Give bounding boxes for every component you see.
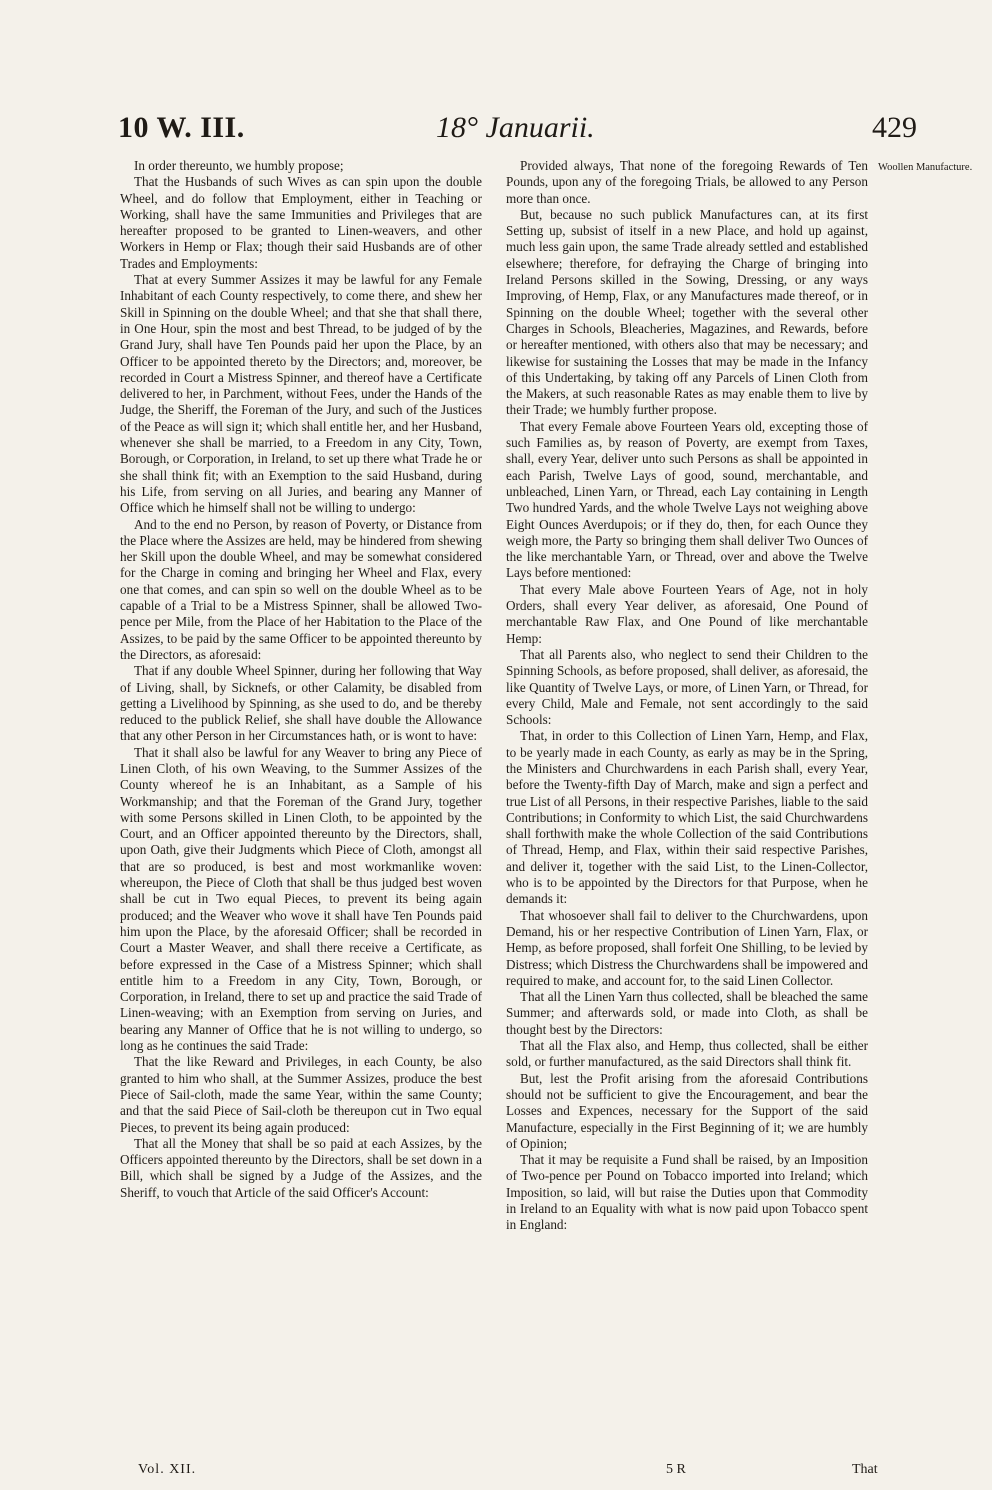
paragraph: That the Husbands of such Wives as can spin upon the double Wheel, and do follow that Employment, either in Teaching or Working, shall have the same Immunities and Privileges that are hereafter proposed to be granted to Linen-weavers, and other Workers in Hemp or Flax; though their said Husbands are of other Trades and Employments: [120, 174, 482, 271]
catchword: That [852, 1462, 878, 1477]
paragraph: But, because no such publick Manufactures can, at its first Setting up, subsist of itself in a new Place, and hold up against, much less gain upon, the same Trade already settled and established elsewhere; therefore, for defraying the Charge of bringing into Ireland Persons skilled in the Sowing, Dressing, or any ways Improving, of Hemp, Flax, or any Manufactures made thereof, or in Spinning on the double Wheel; together with the several other Charges in Schools, Bleacheries, Magazines, and Rewards, before or hereafter mentioned, with others also that may be necessary; and likewise for sustaining the Losses that may be made in the Infancy of this Undertaking, by taking off any Parcels of Linen Cloth from the Makers, at such reasonable Rates as may enable them to live by their Trade; we humbly further propose. [506, 206, 868, 418]
page-header [0, 108, 992, 152]
paragraph: That the like Reward and Privileges, in each County, be also granted to him who shall, at the Summer Assizes, produce the best Piece of Sail-cloth, made the same Year, within the same County; and that the said Piece of Sail-cloth be thereupon cut in Two equal Pieces, to prevent its being again produced: [120, 1054, 482, 1135]
paragraph: But, lest the Profit arising from the aforesaid Contributions should not be sufficient to give the Encouragement, and bear the Losses and Expences, necessary for the Support of the said Manufacture, especially in the First Beginning of it; we are humbly of Opinion; [506, 1070, 868, 1151]
paragraph: That every Female above Fourteen Years old, excepting those of such Families as, by reason of Poverty, are exempt from Taxes, shall, every Year, deliver unto such Persons as shall be appointed in each Parish, Twelve Lays of good, sound, merchantable, and unbleached, Linen Yarn, or Thread, each Lay containing in Length Two hundred Yards, and the whole Twelve Lays not weighing above Eight Ounces Averdupois; or if they do, then, for each Ounce they weigh more, the Party so bringing them shall deliver Two Ounces of the like merchantable Yarn, or Thread, over and above the Twelve Lays before mentioned: [506, 418, 868, 581]
paragraph: That every Male above Fourteen Years of Age, not in holy Orders, shall every Year deliver, as aforesaid, One Pound of merchantable Raw Flax, and One Pound of like merchantable Hemp: [506, 581, 868, 646]
right-column [506, 158, 868, 1458]
paragraph: That at every Summer Assizes it may be lawful for any Female Inhabitant of each County respectively, to come there, and shew her Skill in Spinning on the double Wheel; and that she that shall there, in One Hour, spin the most and best Thread, to be judged of by the Grand Jury, shall have Ten Pounds paid her upon the Place, by an Officer to be appointed thereto by the Directors; and, moreover, be recorded in Court a Mistress Spinner, and thereof have a Certificate delivered to her, in Parchment, without Fees, under the Hands of the Judge, the Sheriff, the Foreman of the Jury, and such of the Justices of the Peace as will sign it; which shall entitle her, and her Husband, whenever she shall be married, to a Freedom in any City, Town, Borough, or Corporation, in Ireland, to set up there what Trade he or she shall think fit; with an Exemption to the said Husband, during his Life, from serving on all Juries, and bearing any Manner of Office which he himself shall not be willing to undergo: [120, 272, 482, 516]
page-number: 429 [872, 111, 917, 144]
date-heading: 18° Januarii. [436, 111, 595, 144]
paragraph: That it may be requisite a Fund shall be raised, by an Imposition of Two-pence per Pound on Tobacco imported into Ireland; which Imposition, so laid, will but raise the Duties upon that Commodity in Ireland to an Equality with what is now paid upon Tobacco spent in England: [506, 1152, 868, 1233]
paragraph: Provided always, That none of the foregoing Rewards of Ten Pounds, upon any of the foregoing Trials, be allowed to any Person more than once. [506, 158, 868, 206]
paragraph: That all the Flax also, and Hemp, thus collected, shall be either sold, or further manufactured, as the said Directors shall think fit. [506, 1038, 868, 1070]
paragraph: In order thereunto, we humbly propose; [134, 158, 344, 173]
paragraph: That if any double Wheel Spinner, during her following that Way of Living, shall, by Sicknefs, or other Calamity, be disabled from getting a Livelihood by Spinning, as she used to do, and be thereby reduced to the publick Relief, she shall have double the Allowance that any other Person in her Circumstances hath, or is wont to have: [120, 663, 482, 744]
paragraph: That all the Linen Yarn thus collected, shall be bleached the same Summer; and afterwards sold, or made into Cloth, as shall be thought best by the Directors: [506, 989, 868, 1037]
paragraph: That it shall also be lawful for any Weaver to bring any Piece of Linen Cloth, of his own Weaving, to the Summer Assizes of the County whereof he is an Inhabitant, as a Sample of his Workmanship; and that the Foreman of the Grand Jury, together with some Persons skilled in Linen Cloth, to be appointed by the Court, and an Officer appointed thereunto by the Directors, shall, upon Oath, give their Judgments which Piece of Cloth, amongst all that are so produced, is best and most workmanlike woven: whereupon, the Piece of Cloth that shall be thus judged best woven shall be cut in Two equal Pieces, to prevent its being again produced; and the Weaver who wove it shall have Ten Pounds paid him upon the Place, by the aforesaid Officer; shall be recorded in Court a Master Weaver, and shall there receive a Certificate, as before expressed in the Case of a Mistress Spinner; which shall entitle him to a Freedom in any City, Town, Borough, or Corporation, in Ireland, there to set up and practice the said Trade of Linen-weaving; with an Exemption from serving on Juries, and bearing any Manner of Office that he is not willing to undergo, so long as he continues the said Trade: [120, 744, 482, 1054]
paragraph: That whosoever shall fail to deliver to the Churchwardens, upon Demand, his or her respective Contribution of Linen Yarn, Flax, or Hemp, as before proposed, shall forfeit One Shilling, to be levied by Distress; which Distress the Churchwardens shall be impowered and required to make, and account for, to the said Linen Collector. [506, 907, 868, 988]
left-column [120, 158, 482, 1458]
page-footer [0, 1460, 992, 1484]
margin-note: Woollen Manufacture. [878, 162, 973, 173]
paragraph: That, in order to this Collection of Linen Yarn, Hemp, and Flax, to be yearly made in each County, as early as may be in the Spring, the Ministers and Churchwardens in each Parish shall, every Year, before the Twenty-fifth Day of March, make and sign a perfect and true List of all Persons, in their respective Parishes, liable to the said Contributions; in Conformity to which List, the said Churchwardens shall forthwith make the whole Collection of the said Contributions of Thread, Hemp, and Flax, within their said respective Parishes, and deliver it, together with the said List, to the Linen-Collector, who is to be appointed by the Directors for that Purpose, when he demands it: [506, 728, 868, 907]
signature-mark: 5 R [666, 1462, 686, 1477]
regnal-year: 10 W. III. [118, 111, 245, 144]
paragraph: That all Parents also, who neglect to send their Children to the Spinning Schools, as before proposed, shall deliver, as aforesaid, the like Quantity of Twelve Lays, or more, of Linen Yarn, or Thread, for every Child, Male and Female, not sent accordingly to the said Schools: [506, 646, 868, 728]
paragraph: And to the end no Person, by reason of Poverty, or Distance from the Place where the Assizes are held, may be hindered from shewing her Skill upon the double Wheel, and may be somewhat considered for the Charge in coming and bringing her Wheel and Flax, every one that comes, and can spin so well on the double Wheel as to be capable of a Trial to be a Mistress Spinner, shall be allowed Two-pence per Mile, from the Place of her Habitation to the Place of the Assizes, to be paid by the same Officer to be appointed thereunto by the Directors, as aforesaid: [120, 516, 482, 662]
volume-label: Vol. XII. [138, 1462, 197, 1477]
paragraph: That all the Money that shall be so paid at each Assizes, by the Officers appointed thereunto by the Directors, shall be set down in a Bill, which shall be signed by a Judge of the Assizes, and the Sheriff, to vouch that Article of the said Officer's Account: [120, 1135, 482, 1200]
